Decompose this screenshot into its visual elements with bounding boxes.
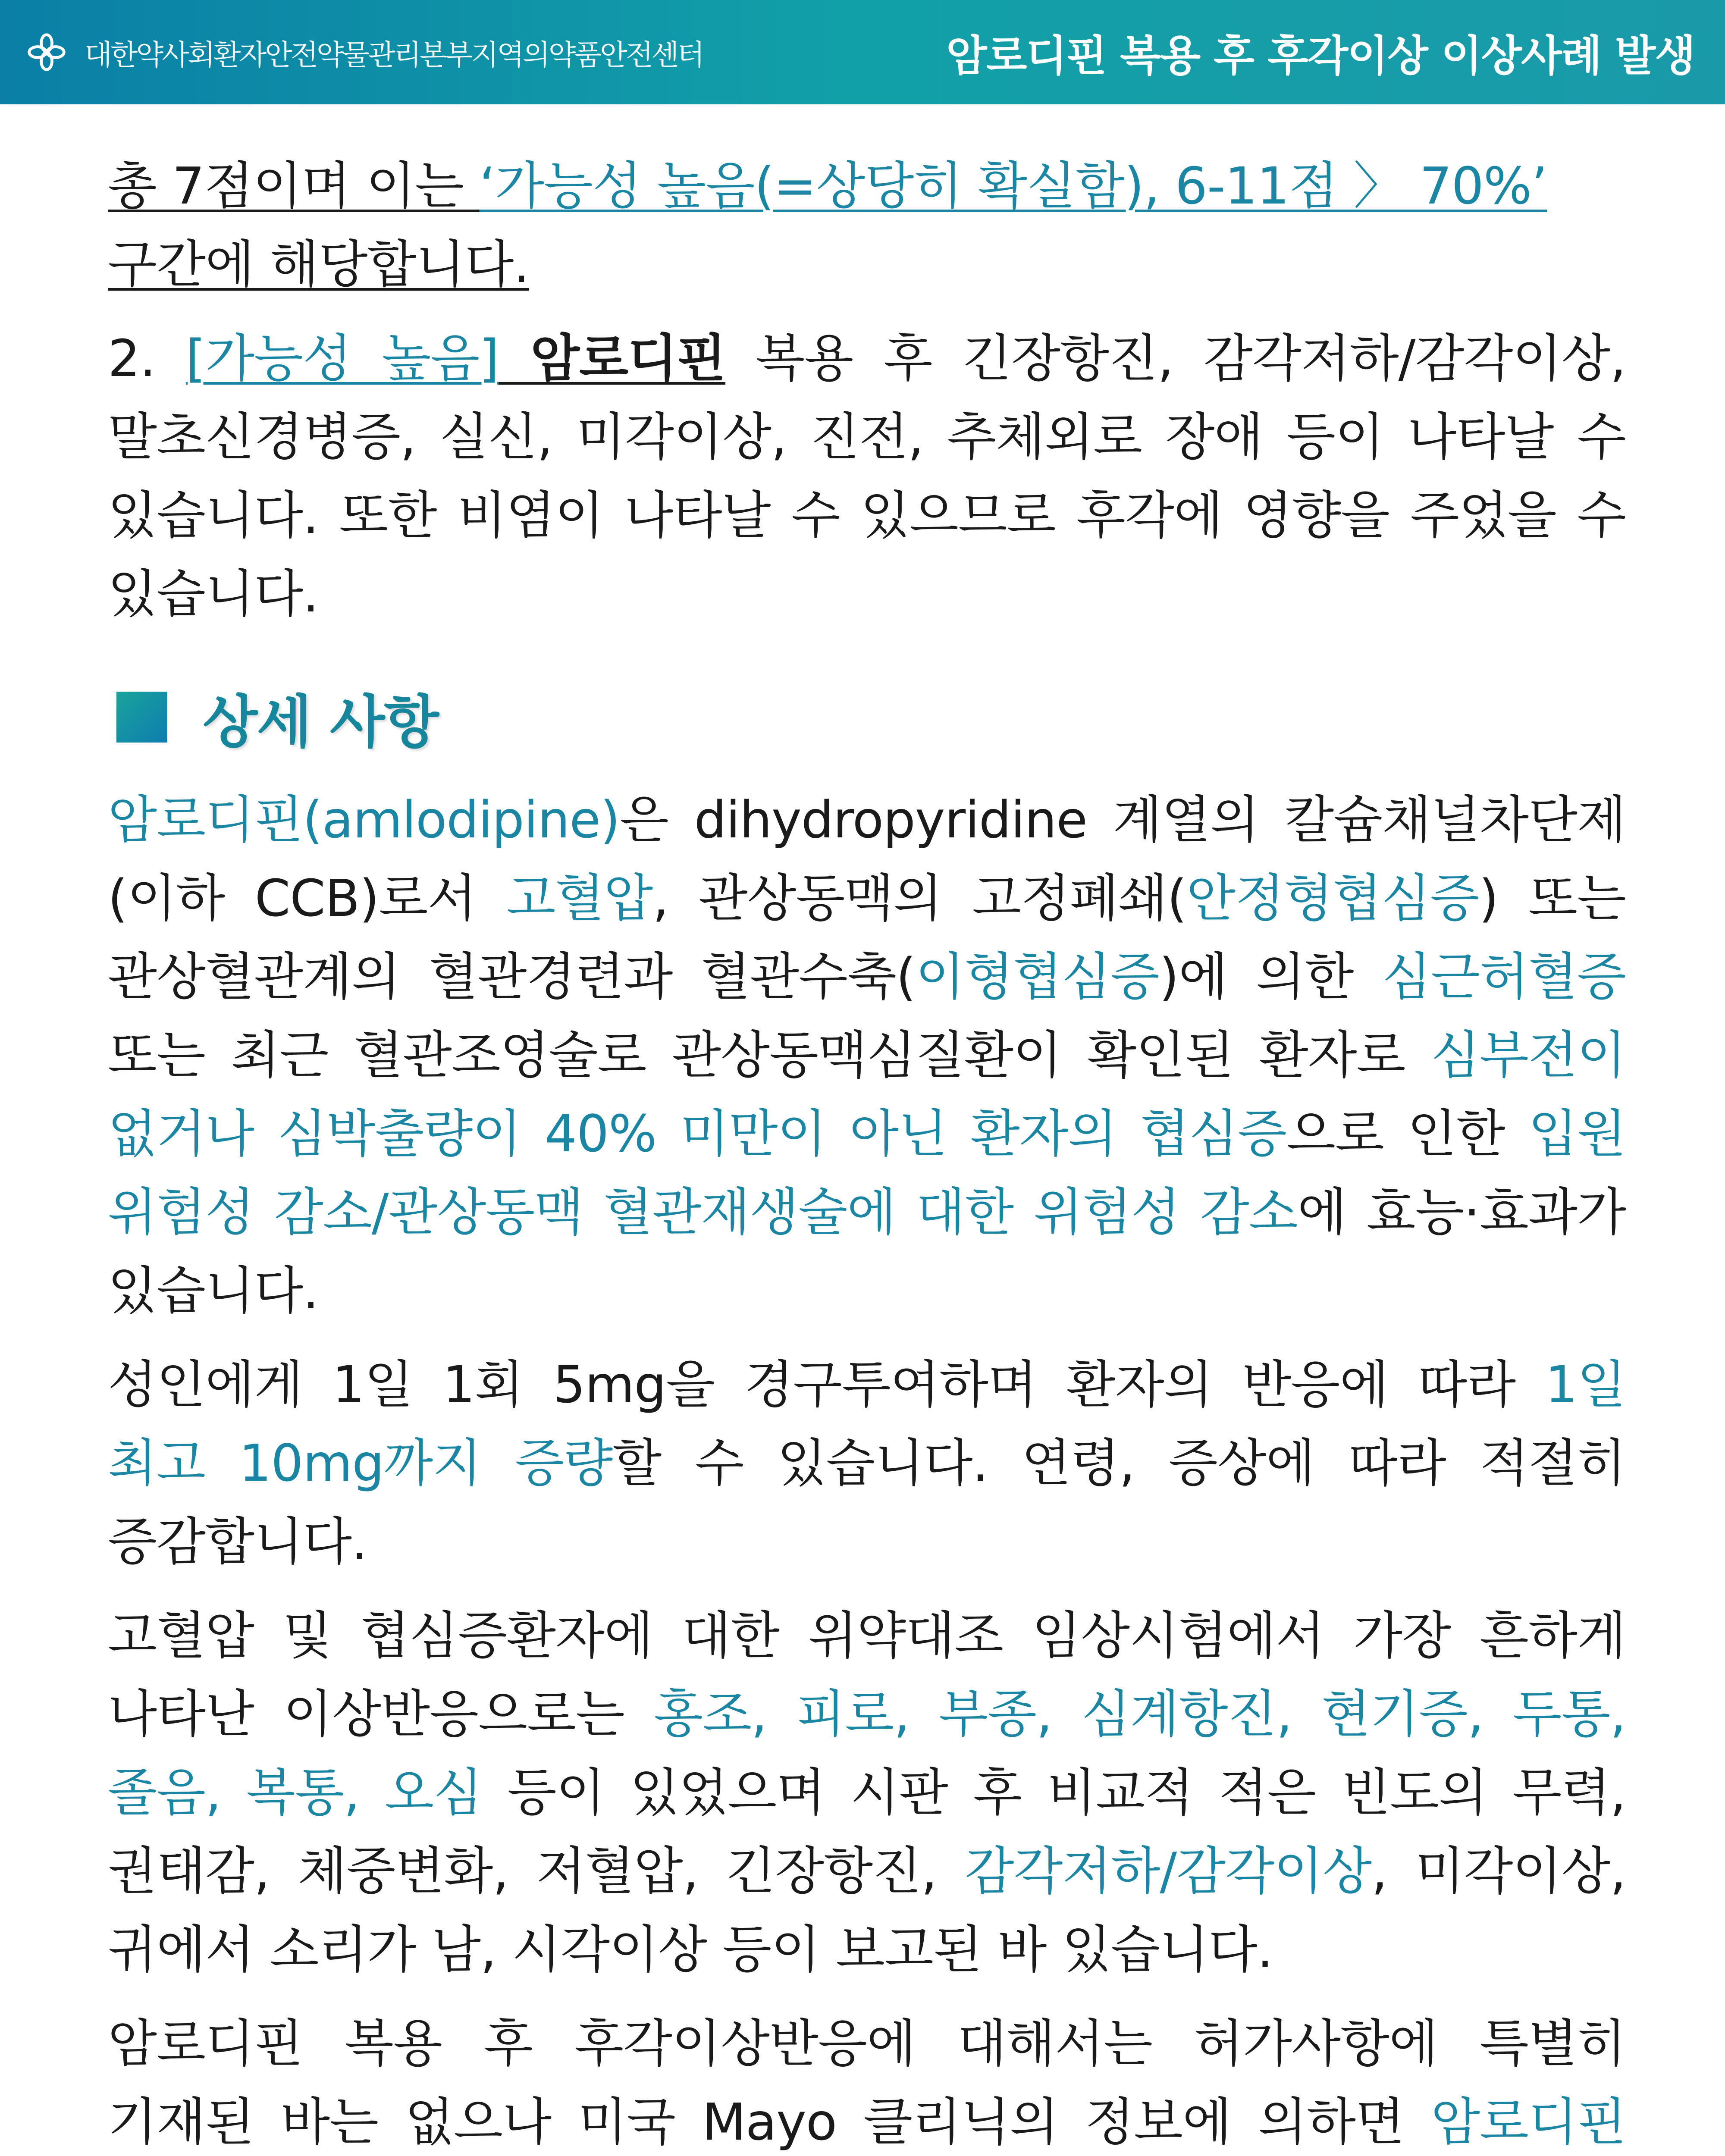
detail-paragraph-4 xyxy=(108,2004,1626,2156)
indication-highlight: 고혈압 xyxy=(506,868,653,928)
text-run: 은 dihydropyridine 계열의 칼슘채널차단제(이하 CCB)로서 xyxy=(108,790,1626,928)
text-run: , 관상동맥의 고정폐쇄( xyxy=(652,868,1187,928)
document-title: 암로디핀 복용 후 후각이상 이상사례 발생 xyxy=(946,31,1695,81)
organization-name: 대한약사회환자안전약물관리본부지역의약품안전센터 xyxy=(85,38,703,72)
text-run: 암로디핀 복용 후 후각이상반응에 대해서는 허가사항에 특별히 기재된 바는 없으나 미국 Mayo 클리닉의 정보에 의하면 xyxy=(108,2014,1626,2152)
text-run: 성인에게 1일 1회 5mg을 경구투여하며 환자의 반응에 따라 xyxy=(108,1355,1545,1414)
section-heading xyxy=(108,676,1626,758)
detail-paragraph-3 xyxy=(108,1596,1626,1989)
mayo-info-highlight: 암로디핀 xyxy=(1431,2092,1626,2152)
text-run: 으로 인한 xyxy=(1286,1104,1528,1163)
indication-highlight: 심부전이 없거나 심박출량이 40% 미만이 아닌 환자의 협심증 xyxy=(108,1025,1626,1163)
kpa-flower-logo-icon xyxy=(26,31,67,73)
drug-name: 암로디핀 xyxy=(499,329,726,388)
text-run: , 미각이상, 귀에서 소리가 남, 시각이상 등이 보고된 바 있습니다. xyxy=(108,1841,1626,1979)
brand xyxy=(26,31,703,73)
text-run: 또는 최근 혈관조영술로 관상동맥심질환이 확인된 환자로 xyxy=(108,1025,1431,1085)
indication-highlight: 이형협심증 xyxy=(915,947,1159,1006)
point-text: 복용 후 긴장항진, 감각저하/감각이상, 말초신경병증, 실신, 미각이상, 진전, 추체외로 장애 등이 나타날 수 있습니다. 또한 비염이 나타날 수 있으므로 후각에 영향을 주었을 수 있습니다. xyxy=(108,329,1626,624)
score-text-end: 구간에 해당합니다. xyxy=(108,235,529,294)
score-range-highlight: ‘가능성 높음(=상당히 확실함), 6-11점 〉 70%’ xyxy=(479,156,1547,216)
text-run: 등이 있었으며 시판 후 비교적 적은 빈도의 무력, 권태감, 체중변화, 저혈압, 긴장항진, xyxy=(108,1763,1626,1901)
section-title: 상세 사항 xyxy=(203,689,439,755)
text-run: 에 효능·효과가 있습니다. xyxy=(108,1182,1626,1320)
dosage-highlight: 1일 최고 10mg까지 증량 xyxy=(108,1355,1626,1493)
detail-paragraph-1 xyxy=(108,780,1626,1330)
text-run: 할 수 있습니다. 연령, 증상에 따라 적절히 증감합니다. xyxy=(108,1433,1626,1571)
assessment-point-2 xyxy=(108,319,1626,633)
score-summary xyxy=(108,147,1626,304)
detail-paragraph-2 xyxy=(108,1345,1626,1581)
indication-highlight: 심근허혈증 xyxy=(1382,947,1626,1006)
score-text: 총 7점이며 이는 xyxy=(108,156,480,216)
indication-highlight: 입원 위험성 감소/관상동맥 혈관재생술에 대한 위험성 감소 xyxy=(108,1104,1626,1242)
text-run: ) 또는 관상혈관계의 혈관경련과 혈관수축( xyxy=(108,868,1626,1006)
adverse-effects-highlight: 감각저하/감각이상 xyxy=(965,1841,1372,1901)
adverse-effects-highlight: 홍조, 피로, 부종, 심계항진, 현기증, 두통, 졸음, 복통, 오심 xyxy=(108,1684,1626,1822)
square-bullet-icon xyxy=(116,692,167,743)
point-number: 2. xyxy=(108,329,186,388)
drug-term: 암로디핀(amlodipine) xyxy=(108,790,620,849)
text-run: 고혈압 및 협심증환자에 대한 위약대조 임상시험에서 가장 흔하게 나타난 이상반응으로는 xyxy=(108,1606,1626,1744)
indication-highlight: 안정형협심증 xyxy=(1186,868,1479,928)
text-run: )에 의한 xyxy=(1159,947,1383,1006)
probability-tag: [가능성 높음] xyxy=(185,329,499,388)
document-body xyxy=(108,147,1626,2156)
header-bar xyxy=(0,0,1725,104)
